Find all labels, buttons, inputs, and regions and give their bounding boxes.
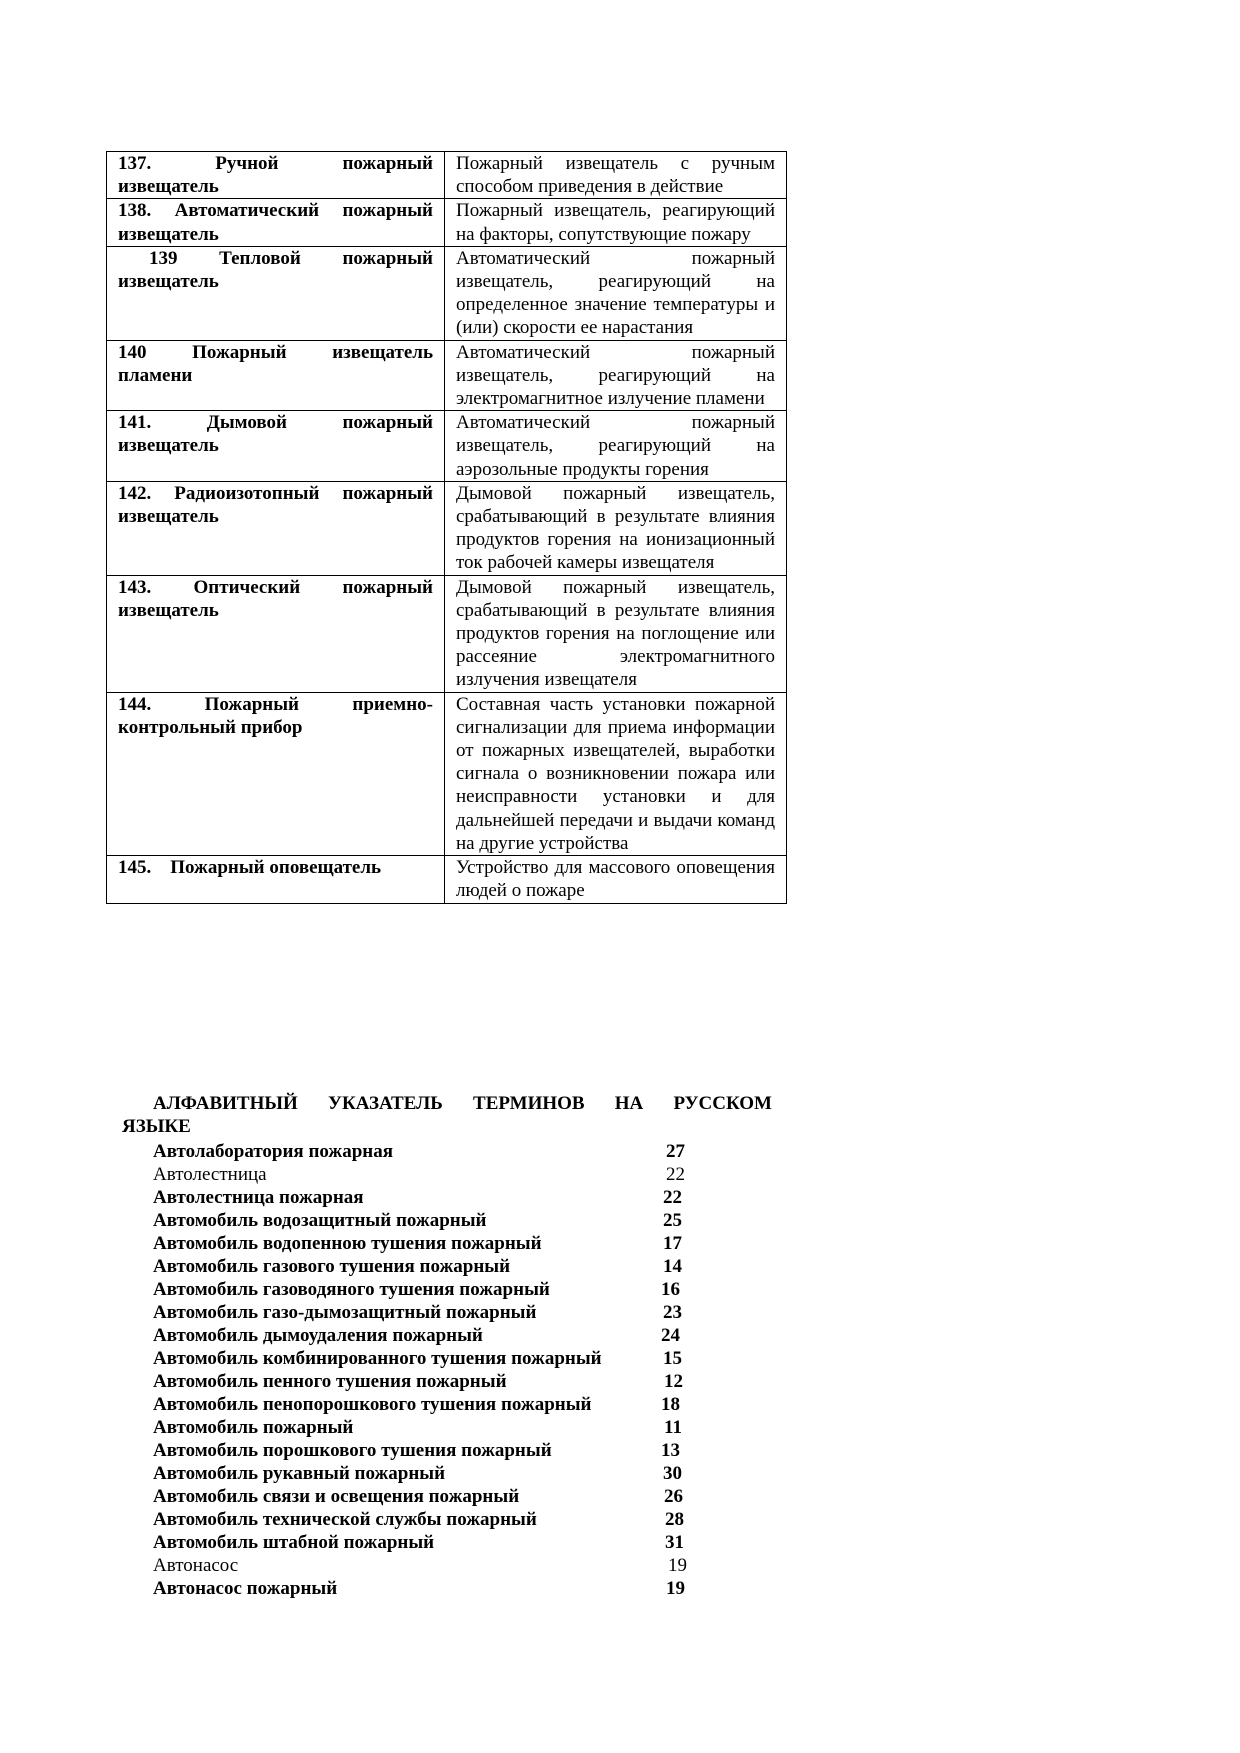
table-row [107,481,787,575]
table-row [107,199,787,246]
index-entry-page: 19 [668,1555,687,1576]
index-entry-term: Автонасос [153,1555,239,1576]
index-entry-term: Автомобиль штабной пожарный [153,1532,435,1553]
index-entry-page: 23 [663,1302,682,1323]
table-row [107,856,787,903]
index-entry [153,1163,768,1186]
index-entry [153,1232,768,1255]
table-row [107,411,787,482]
definition-cell: Автоматический пожарный извещатель, реагирующий на аэрозольные продукты горения [445,411,787,482]
index-entry [153,1439,768,1462]
index-entry-page: 30 [663,1463,682,1484]
index-entry-page: 18 [661,1394,680,1415]
index-entry [153,1301,768,1324]
index-entry-page: 11 [664,1417,682,1438]
index-entry-page: 12 [664,1371,683,1392]
index-entry-page: 17 [663,1233,682,1254]
index-entry-term: Автомобиль пенопорошкового тушения пожарный [153,1394,592,1415]
index-entry [153,1554,768,1577]
definition-cell: Пожарный извещатель, реагирующий на факторы, сопутствующие пожару [445,199,787,246]
index-entry [153,1324,768,1347]
index-entry-term: Автолаборатория пожарная [153,1141,393,1162]
index-entry-term: Автомобиль газового тушения пожарный [153,1256,511,1277]
term-cell: 145. Пожарный оповещатель [107,856,445,903]
definition-cell: Пожарный извещатель с ручным способом приведения в действие [445,152,787,199]
index-entry [153,1577,768,1600]
index-entry [153,1393,768,1416]
index-entry-page: 27 [666,1141,685,1162]
index-entry-term: Автомобиль комбинированного тушения пожарный [153,1348,602,1369]
table-row [107,692,787,855]
index-entry [153,1140,768,1163]
table-row [107,246,787,340]
index-entry-term: Автомобиль связи и освещения пожарный [153,1486,520,1507]
index-entry-page: 13 [661,1440,680,1461]
term-cell: 139 Тепловой пожарный извещатель [107,246,445,340]
index-entry-term: Автомобиль рукавный пожарный [153,1463,446,1484]
index-title: АЛФАВИТНЫЙ УКАЗАТЕЛЬ ТЕРМИНОВ НА РУССКОМ ЯЗЫКЕ [122,1093,772,1137]
index-entry-page: 14 [663,1256,682,1277]
definition-cell: Автоматический пожарный извещатель, реагирующий на определенное значение температуры и (или) скорости ее нарастания [445,246,787,340]
index-entry-term: Автомобиль порошкового тушения пожарный [153,1440,552,1461]
index-entry-term: Автомобиль водозащитный пожарный [153,1210,487,1231]
index-entry-term: Автолестница [153,1164,267,1185]
definition-cell: Дымовой пожарный извещатель, срабатывающий в результате влияния продуктов горения на ионизационный ток рабочей камеры извещателя [445,481,787,575]
index-entry-page: 22 [663,1187,682,1208]
index-entry-page: 26 [664,1486,683,1507]
index-entry-term: Автомобиль водопенною тушения пожарный [153,1233,542,1254]
index-entry-term: Автомобиль пенного тушения пожарный [153,1371,507,1392]
index-entry [153,1209,768,1232]
term-cell: 144. Пожарный приемно- контрольный прибор [107,692,445,855]
index-entry-page: 31 [665,1532,684,1553]
index-entry [153,1416,768,1439]
term-cell: 137. Ручной пожарный извещатель [107,152,445,199]
index-list [153,1140,768,1600]
table-row [107,340,787,411]
definition-cell: Составная часть установки пожарной сигнализации для приема информации от пожарных извещателей, выработки сигнала о возникновении пожара или неисправности установки и для дальнейшей передачи и выдачи команд на другие устройства [445,692,787,855]
index-entry-term: Автомобиль газо-дымозащитный пожарный [153,1302,537,1323]
index-entry-page: 22 [666,1164,685,1185]
terms-table [106,151,787,904]
index-entry [153,1278,768,1301]
index-entry-page: 28 [665,1509,684,1530]
index-entry-page: 25 [663,1210,682,1231]
table-row [107,575,787,692]
index-entry-term: Автонасос пожарный [153,1578,338,1599]
index-entry [153,1186,768,1209]
index-entry [153,1347,768,1370]
index-entry-term: Автомобиль дымоудаления пожарный [153,1325,483,1346]
index-entry [153,1462,768,1485]
definition-cell: Дымовой пожарный извещатель, срабатывающий в результате влияния продуктов горения на поглощение или рассеяние электромагнитного излучения извещателя [445,575,787,692]
term-cell: 143. Оптический пожарный извещатель [107,575,445,692]
table-row [107,152,787,199]
index-entry-term: Автомобиль технической службы пожарный [153,1509,537,1530]
index-entry-term: Автомобиль газоводяного тушения пожарный [153,1279,550,1300]
index-entry-term: Автолестница пожарная [153,1187,364,1208]
index-entry [153,1508,768,1531]
term-cell: 140 Пожарный извещатель пламени [107,340,445,411]
index-entry-term: Автомобиль пожарный [153,1417,354,1438]
index-entry-page: 15 [663,1348,682,1369]
index-entry [153,1255,768,1278]
term-cell: 138. Автоматический пожарный извещатель [107,199,445,246]
term-cell: 141. Дымовой пожарный извещатель [107,411,445,482]
index-entry-page: 24 [661,1325,680,1346]
index-entry [153,1531,768,1554]
index-entry [153,1370,768,1393]
index-entry [153,1485,768,1508]
definition-cell: Устройство для массового оповещения людей о пожаре [445,856,787,903]
term-cell: 142. Радиоизотопный пожарный извещатель [107,481,445,575]
definition-cell: Автоматический пожарный извещатель, реагирующий на электромагнитное излучение пламени [445,340,787,411]
index-entry-page: 16 [661,1279,680,1300]
index-entry-page: 19 [666,1578,685,1599]
